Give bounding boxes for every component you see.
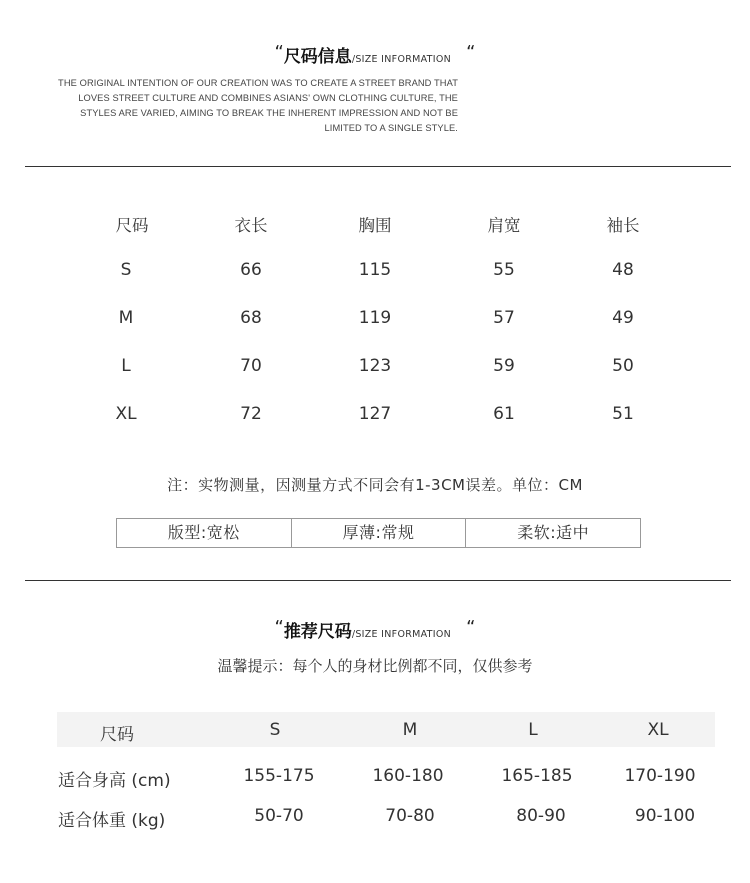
size-table-cell: 51 xyxy=(612,404,634,424)
size-table-header: 胸围 xyxy=(358,216,392,235)
recommend-table-cell: 80-90 xyxy=(516,806,566,826)
size-table-header: 衣长 xyxy=(234,216,268,235)
measurement-note: 注：实物测量，因测量方式不同会有1-3CM误差。单位：CM xyxy=(167,476,583,494)
size-table-header: 尺码 xyxy=(115,216,149,235)
recommend-table-cell: 90-100 xyxy=(634,806,696,826)
size-table-cell: 70 xyxy=(240,356,262,376)
size-table-cell: 61 xyxy=(493,404,515,424)
intro-line: LIMITED TO A SINGLE STYLE. xyxy=(324,123,458,133)
close-quote: “ xyxy=(466,617,476,638)
recommend-size-title-en: /SIZE INFORMATION xyxy=(351,629,452,640)
recommend-table-header: M xyxy=(402,720,418,740)
recommend-table-cell: 165-185 xyxy=(501,766,573,786)
size-info-title-en: /SIZE INFORMATION xyxy=(351,54,452,65)
recommend-size-title-zh: 推荐尺码 xyxy=(283,622,352,642)
divider-middle xyxy=(25,580,731,581)
fit-attribute: 柔软:适中 xyxy=(465,519,640,547)
recommend-table-header: L xyxy=(528,720,538,740)
recommend-table-header: S xyxy=(269,720,281,740)
size-table-cell: 55 xyxy=(493,260,515,280)
intro-line: STYLES ARE VARIED, AIMING TO BREAK THE INHERENT IMPRESSION AND NOT BE xyxy=(80,108,458,118)
brand-intro xyxy=(18,76,458,136)
size-table-cell: 68 xyxy=(240,308,262,328)
recommend-table-cell: 50-70 xyxy=(254,806,304,826)
recommend-table-header-bg xyxy=(57,712,715,747)
size-table-header: 肩宽 xyxy=(487,216,521,235)
open-quote: “ xyxy=(274,617,284,638)
size-table-cell: 59 xyxy=(493,356,515,376)
recommend-table-header: 尺码 xyxy=(100,725,134,745)
close-quote: “ xyxy=(466,42,476,63)
recommend-table-cell: 160-180 xyxy=(372,766,444,786)
size-table-cell: L xyxy=(121,356,131,376)
size-table-cell: XL xyxy=(115,404,137,424)
open-quote: “ xyxy=(274,42,284,63)
size-table-cell: 127 xyxy=(358,404,392,424)
recommend-table-cell: 70-80 xyxy=(385,806,435,826)
size-table-cell: 57 xyxy=(493,308,515,328)
size-table-cell: 49 xyxy=(612,308,634,328)
size-table-cell: 119 xyxy=(358,308,392,328)
size-table-cell: 72 xyxy=(240,404,262,424)
recommend-size-title xyxy=(0,617,750,642)
intro-line: LOVES STREET CULTURE AND COMBINES ASIANS' OWN CLOTHING CULTURE, THE xyxy=(78,93,458,103)
size-table-cell: 123 xyxy=(358,356,392,376)
recommend-row-label: 适合体重 (kg) xyxy=(58,811,166,831)
recommend-tip: 温馨提示：每个人的身材比例都不同，仅供参考 xyxy=(217,657,533,675)
size-table-cell: M xyxy=(118,308,134,328)
size-table-cell: 48 xyxy=(612,260,634,280)
fit-attributes xyxy=(116,518,641,548)
fit-attribute: 厚薄:常规 xyxy=(291,519,466,547)
size-table-cell: 115 xyxy=(358,260,392,280)
size-table-cell: 66 xyxy=(240,260,262,280)
size-table-cell: S xyxy=(120,260,132,280)
size-table-header: 袖长 xyxy=(606,216,640,235)
intro-line: THE ORIGINAL INTENTION OF OUR CREATION WAS TO CREATE A STREET BRAND THAT xyxy=(58,78,458,88)
recommend-row-label: 适合身高 (cm) xyxy=(58,771,171,791)
recommend-table-cell: 155-175 xyxy=(243,766,315,786)
divider-top xyxy=(25,166,731,167)
recommend-table-header: XL xyxy=(647,720,669,740)
size-info-title-zh: 尺码信息 xyxy=(283,47,352,67)
fit-attribute: 版型:宽松 xyxy=(167,523,240,542)
size-table-cell: 50 xyxy=(612,356,634,376)
recommend-table-cell: 170-190 xyxy=(624,766,696,786)
size-info-title xyxy=(0,42,750,67)
